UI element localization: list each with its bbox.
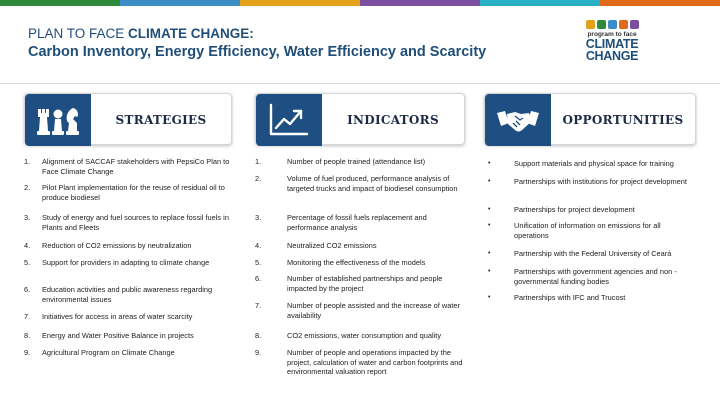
logo-dot [619, 20, 628, 29]
item-number: 8. [24, 331, 31, 340]
logo-dot [630, 20, 639, 29]
opportunities-title: OPPORTUNITIES [562, 113, 684, 127]
item-text: Partnerships with IFC and Trucost [514, 293, 626, 302]
bullet: • [488, 160, 491, 167]
item-text: Neutralized CO2 emissions [287, 241, 377, 250]
item-text: Percentage of fossil fuels replacement and performance analysis [287, 213, 427, 232]
item-text: Initiatives for access in areas of water scarcity [42, 312, 193, 321]
item-text: Number of established partnerships and people impacted by the project [287, 274, 443, 293]
slide-header [0, 6, 720, 76]
trend-chart-icon [256, 94, 322, 146]
item-number: 3. [24, 213, 31, 222]
program-logo [584, 20, 640, 72]
item-text: Pilot Plant implementation for the reuse of residual oil to produce biodiesel [42, 183, 225, 202]
item-text: Alignment of SACCAF stakeholders with PepsiCo Plan to Face Climate Change [42, 157, 230, 176]
strategies-header [24, 93, 232, 145]
item-number: 1. [255, 157, 262, 166]
title-prefix: PLAN TO FACE [28, 26, 129, 41]
item-number: 2. [24, 183, 31, 192]
indicators-column [255, 93, 465, 377]
logo-dot [586, 20, 595, 29]
title-line [28, 24, 486, 43]
opportunities-column [484, 93, 696, 302]
item-text: Energy and Water Positive Balance in projects [42, 331, 194, 340]
item-text: Monitoring the effectiveness of the models [287, 258, 426, 267]
title-bold: CLIMATE CHANGE: [128, 26, 254, 41]
indicators-header [255, 93, 465, 145]
logo-dot [608, 20, 617, 29]
item-text: CO2 emissions, water consumption and quality [287, 331, 442, 340]
bullet: • [488, 222, 491, 229]
strategies-column [24, 93, 232, 357]
item-text: Partnerships with institutions for project development [514, 177, 687, 186]
item-number: 4. [24, 241, 31, 250]
item-text: Unification of information on emissions for all operations [514, 221, 661, 240]
item-number: 4. [255, 241, 262, 250]
bullet: • [488, 268, 491, 275]
item-number: 6. [255, 274, 262, 283]
slide-title [28, 24, 486, 62]
item-text: Study of energy and fuel sources to replace fossil fuels in Plants and Fleets [42, 213, 229, 232]
item-text: Number of people and operations impacted by the project, calculation of water and carbon footprints and environmental valuation report [287, 348, 463, 377]
item-number: 7. [255, 301, 262, 310]
item-number: 5. [255, 258, 262, 267]
logo-dots [584, 20, 640, 29]
chess-pieces-icon [25, 94, 91, 146]
logo-text-climate: CLIMATE [585, 37, 639, 51]
item-text: Volume of fuel produced, performance analysis of targeted trucks and impact of biodiesel consumption [287, 174, 458, 193]
bullet: • [488, 206, 491, 213]
item-number: 8. [255, 331, 262, 340]
item-text: Number of people assisted and the increase of water availability [287, 301, 460, 320]
header-divider [0, 83, 720, 84]
slide-subtitle: Carbon Inventory, Energy Efficiency, Water Efficiency and Scarcity [28, 44, 487, 60]
bullet: • [488, 294, 491, 301]
item-number: 9. [255, 348, 262, 357]
handshake-icon [485, 94, 551, 146]
item-text: Partnership with the Federal University of Ceará [514, 249, 672, 258]
item-text: Partnerships with government agencies and non -governmental funding bodies [514, 267, 677, 286]
logo-text-change: CHANGE [585, 49, 639, 63]
item-text: Support for providers in adapting to climate change [42, 258, 210, 267]
item-text: Number of people trained (attendance list) [287, 157, 426, 166]
strategies-title: STRATEGIES [115, 113, 207, 127]
item-number: 3. [255, 213, 262, 222]
item-text: Agricultural Program on Climate Change [42, 348, 175, 357]
item-text: Partnerships for project development [514, 205, 635, 214]
item-number: 1. [24, 157, 31, 166]
indicators-title: INDICATORS [347, 113, 439, 127]
item-number: 2. [255, 174, 262, 183]
item-number: 9. [24, 348, 31, 357]
item-number: 6. [24, 285, 31, 294]
item-text: Education activities and public awareness regarding environmental issues [42, 285, 213, 304]
opportunities-header [484, 93, 696, 145]
bullet: • [488, 250, 491, 257]
item-number: 5. [24, 258, 31, 267]
item-text: Reduction of CO2 emissions by neutralization [42, 241, 192, 250]
logo-dot [597, 20, 606, 29]
logo-text-small: program to face [587, 31, 637, 38]
item-text: Support materials and physical space for training [514, 159, 674, 168]
item-number: 7. [24, 312, 31, 321]
bullet: • [488, 178, 491, 185]
